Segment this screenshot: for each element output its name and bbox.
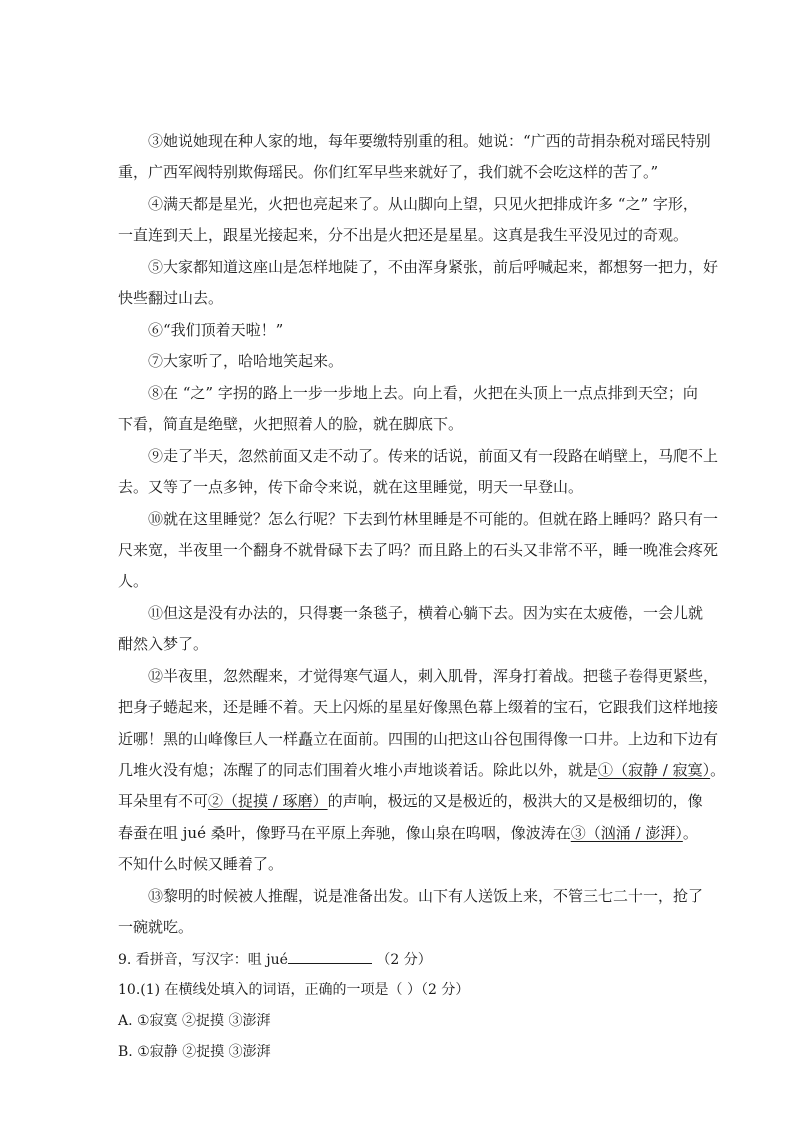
question-9 [118,949,678,970]
option-a[interactable]: A. ①寂寞 ②捉摸 ③澎湃 [118,1013,271,1029]
paragraph-10-line-3: 人。 [118,572,149,590]
blank-3-options: ③（汹涌 / 澎湃） [570,824,683,842]
paragraph-12-line-6-text: 春蚕在咀 jué 桑叶，像野马在平原上奔驰，像山泉在呜咽，像波涛在 [118,824,571,842]
paragraph-12-line-4 [118,760,726,780]
paragraph-9-line-1: ⑨走了半天，忽然前面又走不动了。传来的话说，前面又有一段路在峭壁上，马爬不上 [148,447,719,465]
paragraph-12-line-1: ⑫半夜里，忽然醒来，才觉得寒气逼人，刺入肌骨，浑身打着战。把毯子卷得更紧些， [148,667,719,685]
paragraph-12-line-5 [118,791,703,811]
paragraph-13-line-2: 一碗就吃。 [118,918,194,936]
paragraph-8-line-2: 下看，简直是绝壁，火把照着人的脸，就在脚底下。 [118,415,464,433]
paragraph-11-line-2: 酣然入梦了。 [118,635,209,653]
paragraph-12-line-6 [118,823,698,843]
blank-2-options: ②（捉摸 / 琢磨） [208,792,328,810]
paragraph-3-line-2: 重，广西军阀特别欺侮瑶民。你们红军早些来就好了，我们就不会吃这样的苦了。” [118,163,659,181]
paragraph-5-line-2: 快些翻过山去。 [118,289,224,307]
paragraph-8-line-1: ⑧在 “之” 字拐的路上一步一步地上去。向上看，火把在头顶上一点点排到天空；向 [148,384,698,402]
question-9-score: （2 分） [376,952,432,968]
paragraph-10-line-1: ⑩就在这里睡觉？怎么行呢？下去到竹林里睡是不可能的。但就在路上睡吗？路只有一 [148,510,719,528]
paragraph-12-line-4-text: 几堆火没有熄；冻醒了的同志们围着火堆小声地谈着话。除此以外，就是 [118,761,599,779]
paragraph-3-line-1: ③她说她现在种人家的地，每年要缴特别重的租。她说：“广西的苛捐杂税对瑶民特别 [148,132,711,150]
paragraph-9-line-2: 去。又等了一点多钟，传下命令来说，就在这里睡觉，明天一早登山。 [118,478,584,496]
paragraph-7: ⑦大家听了，哈哈地笑起来。 [148,352,344,370]
blank-1-options: ①（寂静 / 寂寞） [598,761,711,779]
paragraph-12-line-7: 不知什么时候又睡着了。 [118,855,284,873]
paragraph-12-line-2: 把身子蜷起来，还是睡不着。天上闪烁的星星好像黑色幕上缀着的宝石，它跟我们这样地接 [118,698,719,716]
option-b[interactable]: B. ①寂静 ②捉摸 ③澎湃 [118,1044,271,1060]
paragraph-10-line-2: 尺来宽，半夜里一个翻身不就骨碌下去了吗？而且路上的石头又非常不平，睡一晚准会疼死 [118,541,719,559]
question-9-prompt: 9. 看拼音，写汉字：咀 jué [118,952,288,968]
paragraph-6: ⑥“我们顶着天啦！” [148,321,284,339]
question-10: 10.(1) 在横线处填入的词语，正确的一项是（ ）（2 分） [118,982,470,998]
paragraph-12-line-4-tail: 。 [710,761,726,779]
paragraph-12-line-3: 近哪！黑的山峰像巨人一样矗立在面前。四围的山把这山谷包围得像一口井。上边和下边有 [118,730,719,748]
paragraph-13-line-1: ⑬黎明的时候被人推醒，说是准备出发。山下有人送饭上来，不管三七二十一，抢了 [148,887,704,905]
paragraph-12-line-5-text: 耳朵里有不可 [118,792,209,810]
paragraph-5-line-1: ⑤大家都知道这座山是怎样地陡了，不由浑身紧张，前后呼喊起来，都想努一把力，好 [148,258,719,276]
question-9-answer-blank[interactable] [288,949,372,964]
paragraph-11-line-1: ⑪但这是没有办法的，只得裹一条毯子，横着心躺下去。因为实在太疲倦，一会儿就 [148,604,704,622]
paragraph-12-line-6-tail: 。 [682,824,698,842]
paragraph-4-line-1: ④满天都是星光，火把也亮起来了。从山脚向上望，只见火把排成许多 “之” 字形， [148,195,698,213]
paragraph-4-line-2: 一直连到天上，跟星光接起来，分不出是火把还是星星。这真是我生平没见过的奇观。 [118,226,689,244]
paragraph-12-line-5-tail: 的声响，极远的又是极近的，极洪大的又是极细切的，像 [327,792,703,810]
